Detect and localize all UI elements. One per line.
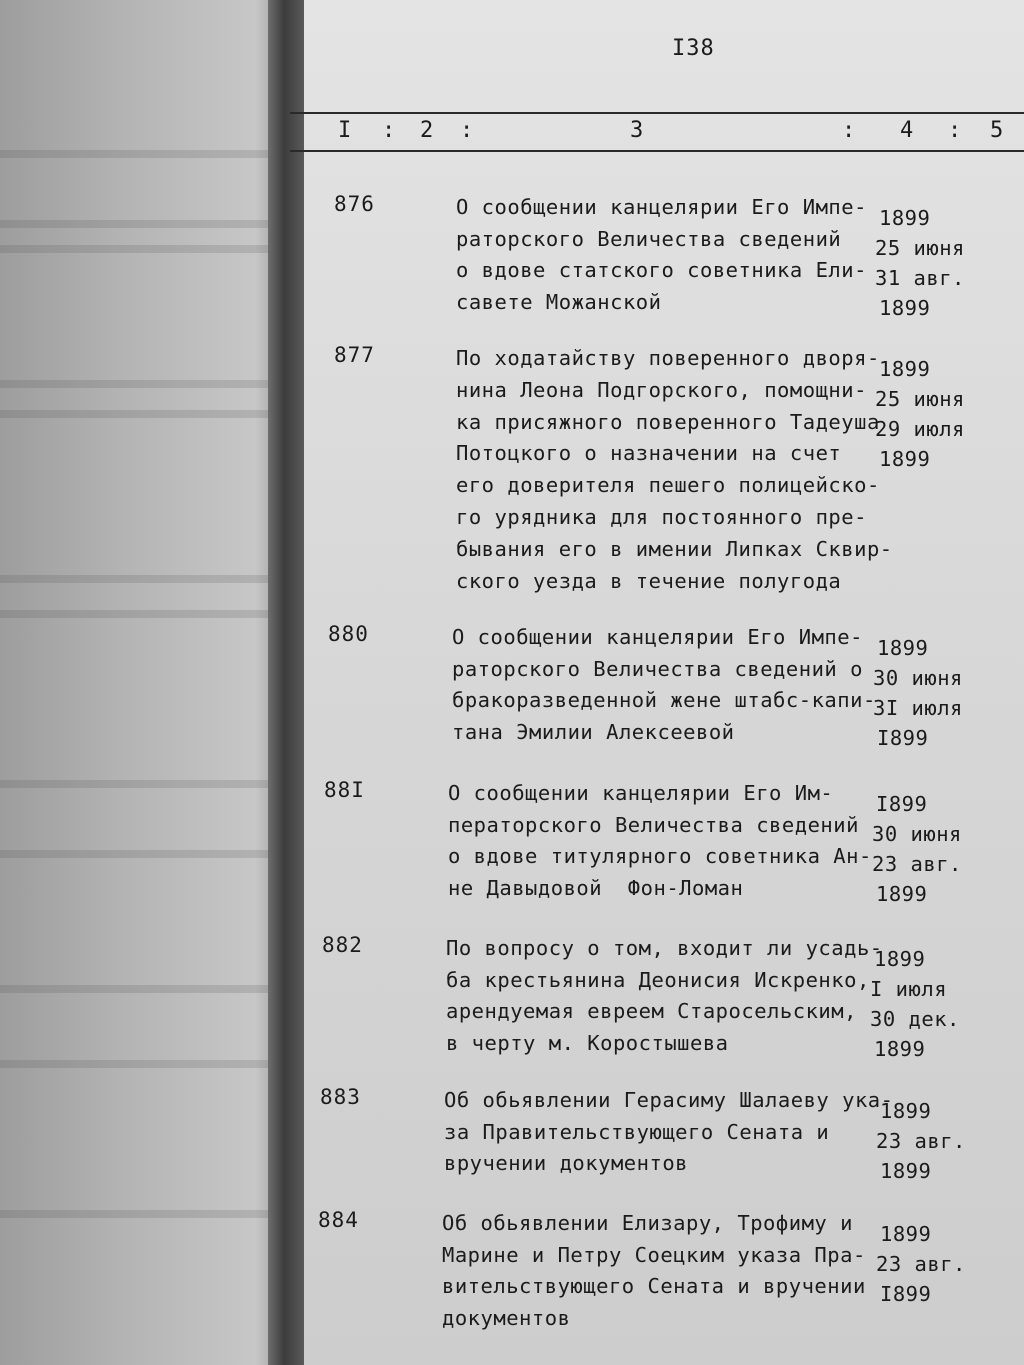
entry-title-line: бывания его в имении Липках Сквир- bbox=[456, 536, 893, 561]
entry-title-line: го урядника для постоянного пре- bbox=[456, 505, 867, 529]
entry-number: 883 bbox=[320, 1085, 361, 1109]
entry-title-line: вручении документов bbox=[444, 1151, 688, 1175]
entry-date: 1899 bbox=[874, 947, 926, 971]
entry-date: I899 bbox=[880, 1282, 932, 1306]
entry-title-line: его доверителя пешего полицейско- bbox=[456, 473, 880, 498]
entry-date: 3I июля bbox=[873, 696, 963, 720]
left-page bbox=[0, 0, 300, 1365]
entry-date: 25 июня bbox=[875, 387, 965, 411]
entry-date: 30 дек. bbox=[870, 1007, 960, 1031]
entry-title-line: о вдове статского советника Ели- bbox=[456, 258, 867, 282]
entry-number: 876 bbox=[334, 192, 375, 216]
column-header-5: 5 bbox=[990, 118, 1004, 143]
entry-date: 29 июля bbox=[875, 417, 965, 441]
entry-title-line: о вдове титулярного советника Ан- bbox=[448, 844, 872, 868]
entry-title-line: за Правительствующего Сената и bbox=[444, 1119, 830, 1144]
entry-title-line: О сообщении канцелярии Его Импе- bbox=[452, 625, 863, 649]
column-separator: : bbox=[382, 118, 396, 143]
entry-title-line: ского уезда в течение полугода bbox=[456, 568, 842, 593]
entry-date: 1899 bbox=[880, 1099, 932, 1123]
entry-date: 31 авг. bbox=[875, 266, 965, 290]
entry-number: 880 bbox=[328, 622, 369, 646]
entry-title-line: По вопросу о том, входит ли усадь- bbox=[446, 936, 883, 960]
entry-date: 1899 bbox=[879, 447, 931, 471]
entry-title-line: раторского Величества сведений bbox=[456, 226, 842, 251]
entry-title-line: не Давыдовой Фон-Ломан bbox=[448, 875, 744, 900]
page-number: I38 bbox=[672, 36, 715, 61]
entry-date: 1899 bbox=[877, 636, 929, 660]
column-separator: : bbox=[842, 118, 856, 143]
entry-title-line: вительствующего Сената и вручении bbox=[442, 1274, 866, 1298]
entry-date: 1899 bbox=[879, 206, 931, 230]
entry-title-line: ба крестьянина Деонисия Искренко, bbox=[446, 967, 870, 992]
entry-title-line: документов bbox=[442, 1305, 571, 1330]
entry-date: 23 авг. bbox=[876, 1252, 966, 1276]
entry-title-line: Об обьявлении Елизару, Трофиму и bbox=[442, 1211, 853, 1235]
entry-title-line: тана Эмилии Алексеевой bbox=[452, 719, 735, 744]
entry-date: I899 bbox=[877, 726, 929, 750]
entry-date: 1899 bbox=[879, 296, 931, 320]
entry-title-line: арендуемая евреем Старосельским, bbox=[446, 999, 857, 1023]
entry-date: 1899 bbox=[874, 1037, 926, 1061]
book-gutter bbox=[268, 0, 304, 1365]
entry-title-line: ператорского Величества сведений bbox=[448, 812, 859, 837]
column-separator: : bbox=[460, 118, 474, 143]
entry-number: 884 bbox=[318, 1208, 359, 1232]
entry-title-line: О сообщении канцелярии Его Им- bbox=[448, 781, 834, 805]
header-rule-top bbox=[290, 112, 1024, 114]
entry-title-line: в черту м. Коростышева bbox=[446, 1030, 729, 1055]
entry-title-line: О сообщении канцелярии Его Импе- bbox=[456, 195, 867, 219]
column-header-3: 3 bbox=[630, 118, 644, 143]
column-header-4: 4 bbox=[900, 118, 914, 143]
entry-date: 1899 bbox=[880, 1159, 932, 1183]
entry-title-line: ка присяжного поверенного Тадеуша bbox=[456, 409, 880, 434]
entry-date: 1899 bbox=[876, 882, 928, 906]
entry-title-line: Об обьявлении Герасиму Шалаеву ука- bbox=[444, 1088, 894, 1112]
entry-date: I899 bbox=[876, 792, 928, 816]
entry-number: 88I bbox=[324, 778, 365, 802]
entry-number: 877 bbox=[334, 343, 375, 367]
entry-title-line: нина Леона Подгорского, помощни- bbox=[456, 377, 867, 402]
entry-title-line: Марине и Петру Соецким указа Пра- bbox=[442, 1242, 866, 1267]
entry-date: 1899 bbox=[880, 1222, 932, 1246]
entry-date: 30 июня bbox=[873, 666, 963, 690]
entry-date: 30 июня bbox=[872, 822, 962, 846]
entry-title-line: савете Можанской bbox=[456, 289, 662, 314]
header-rule-bottom bbox=[290, 150, 1024, 152]
entry-date: 1899 bbox=[879, 357, 931, 381]
entry-date: 25 июня bbox=[875, 236, 965, 260]
entry-title-line: По ходатайству поверенного дворя- bbox=[456, 346, 880, 370]
column-header-1: I bbox=[338, 118, 352, 143]
entry-title-line: раторского Величества сведений о bbox=[452, 656, 863, 681]
entry-title-line: Потоцкого о назначении на счет bbox=[456, 441, 842, 466]
column-header-2: 2 bbox=[420, 118, 434, 143]
entry-date: 23 авг. bbox=[876, 1129, 966, 1153]
entry-number: 882 bbox=[322, 933, 363, 957]
entry-date: 23 авг. bbox=[872, 852, 962, 876]
column-separator: : bbox=[948, 118, 962, 143]
entry-date: I июля bbox=[870, 977, 948, 1001]
entry-title-line: бракоразведенной жене штабс-капи- bbox=[452, 688, 876, 712]
